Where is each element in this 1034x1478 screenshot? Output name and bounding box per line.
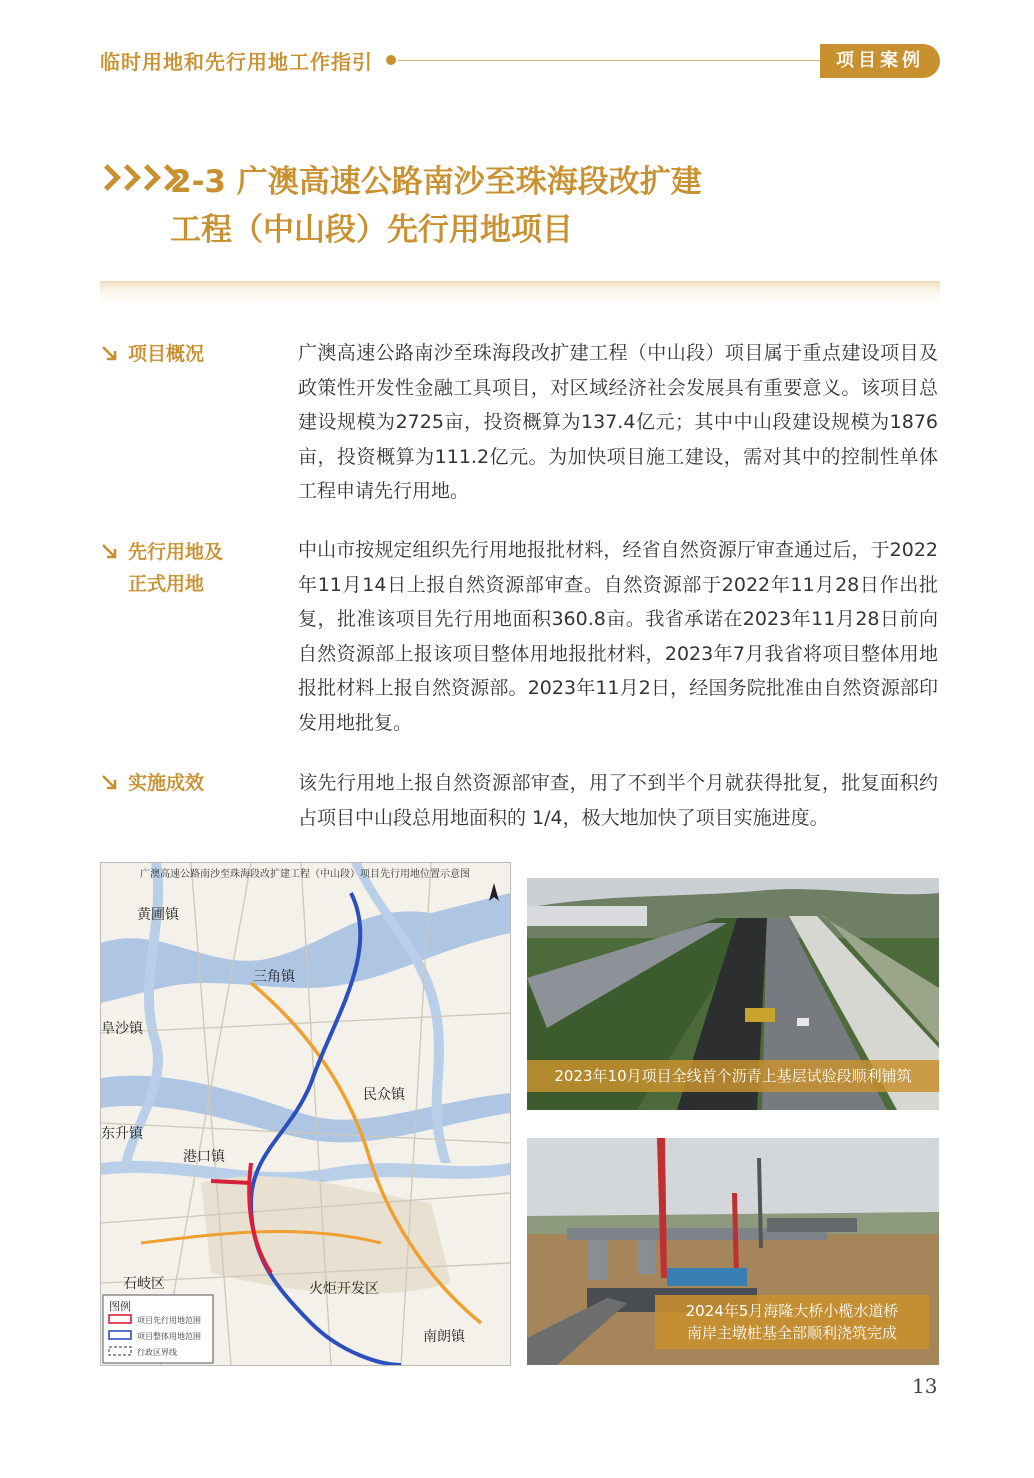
section-label-text: 正式用地 — [128, 573, 205, 595]
corner-arrow-icon — [100, 772, 120, 792]
photo-caption-2 — [655, 1295, 929, 1349]
photo-bridge-piers — [527, 1138, 939, 1365]
map-title: 广澳高速公路南沙至珠海段改扩建工程（中山段）项目先行用地位置示意图 — [140, 869, 470, 880]
place-label: 火炬开发区 — [309, 1281, 379, 1297]
chevron-arrows-icon — [98, 168, 178, 191]
map-graphic — [101, 863, 510, 1365]
section-badge: 项目案例 — [820, 44, 940, 78]
map-legend-item: 项目整体用地范围 — [137, 1332, 201, 1341]
header-rule — [398, 60, 826, 61]
map-legend-item: 项目先行用地范围 — [137, 1316, 201, 1325]
place-label: 南朗镇 — [423, 1329, 465, 1345]
place-label: 阜沙镇 — [101, 1021, 143, 1037]
section-label-text: 项目概况 — [128, 343, 205, 365]
section-label-text: 实施成效 — [128, 772, 205, 794]
section-label-results — [100, 767, 204, 799]
section-label-overview — [100, 338, 204, 370]
location-map — [100, 862, 511, 1366]
corner-arrow-icon — [100, 541, 120, 561]
page-title-line-2: 工程（中山段）先行用地项目 — [170, 212, 573, 248]
section-label-land — [100, 536, 223, 600]
page-title-line-1: 2-3 广澳高速公路南沙至珠海段改扩建 — [170, 164, 702, 200]
place-label: 黄圃镇 — [137, 907, 179, 923]
place-label: 东升镇 — [101, 1126, 143, 1142]
photo-caption-2-line-2: 南岸主墩桩基全部顺利浇筑完成 — [686, 1324, 897, 1342]
page-number: 13 — [912, 1374, 938, 1398]
title-divider — [100, 281, 940, 305]
place-label: 石岐区 — [123, 1276, 165, 1292]
photo-highway-paving — [527, 878, 939, 1110]
running-header-title: 临时用地和先行用地工作指引 — [100, 50, 373, 74]
photo-caption-1: 2023年10月项目全线首个沥青上基层试验段顺利铺筑 — [527, 1060, 939, 1092]
place-label: 港口镇 — [183, 1149, 225, 1165]
section-body-results: 该先行用地上报自然资源部审查，用了不到半个月就获得批复，批复面积约占项目中山段总用地面积的 1/4，极大地加快了项目实施进度。 — [298, 772, 938, 829]
section-body-land: 中山市按规定组织先行用地报批材料，经省自然资源厅审查通过后，于2022年11月14日上报自然资源部审查。自然资源部于2022年11月28日作出批复，批准该项目先行用地面积360.8亩。我省承诺在2023年11月28日前向自然资源部上报该项目整体用地报批材料，2023年7月我省将项目整体用地报批材料上报自然资源部。2023年11月2日，经国务院批准由自然资源部印发用地批复。 — [298, 539, 938, 734]
place-label: 三角镇 — [253, 969, 295, 985]
place-label: 民众镇 — [363, 1087, 405, 1103]
header-dot — [386, 55, 396, 65]
map-legend-title: 图例 — [109, 1300, 131, 1313]
page-title — [170, 158, 930, 254]
corner-arrow-icon — [100, 343, 120, 363]
map-legend-item: 行政区界线 — [137, 1348, 177, 1357]
section-label-text: 先行用地及 — [128, 541, 224, 563]
section-body-overview: 广澳高速公路南沙至珠海段改扩建工程（中山段）项目属于重点建设项目及政策性开发性金融工具项目，对区域经济社会发展具有重要意义。该项目总建设规模为2725亩，投资概算为137.4亿元；其中中山段建设规模为1876亩，投资概算为111.2亿元。为加快项目施工建设，需对其中的控制性单体工程申请先行用地。 — [298, 342, 938, 502]
photo-caption-2-line-1: 2024年5月海隆大桥小榄水道桥 — [685, 1302, 899, 1320]
